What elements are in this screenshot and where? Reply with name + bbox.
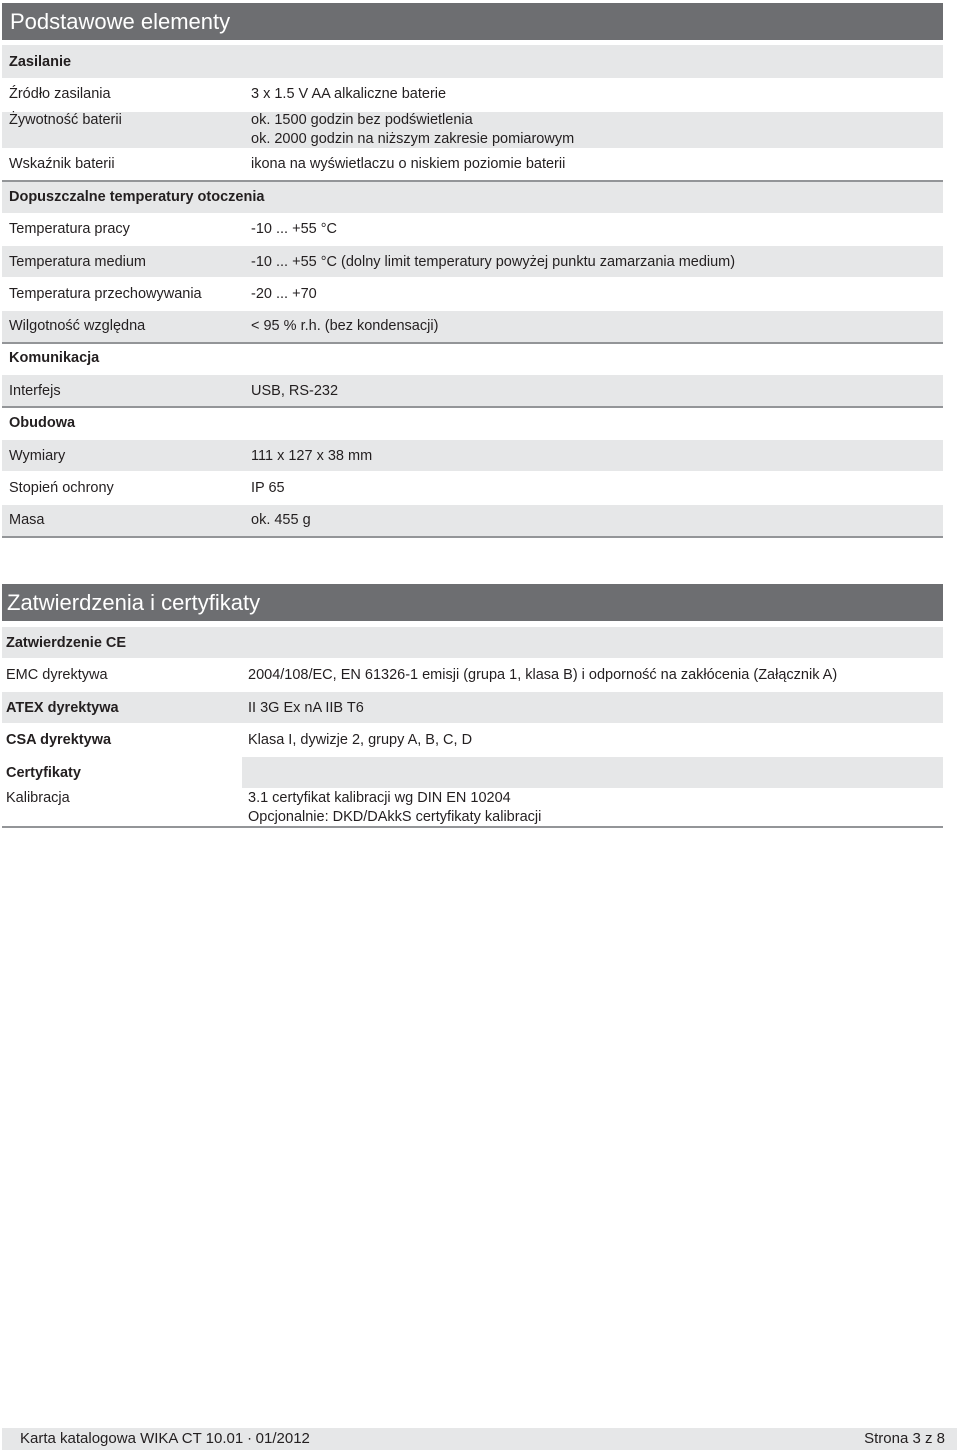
row-background [242,757,943,788]
group-header-ce: Zatwierdzenie CE [6,635,127,651]
section-title-text: Zatwierdzenia i certyfikaty [7,589,261,615]
spec-value: ikona na wyświetlaczu o niskiem poziomie baterii [251,156,566,172]
spec-value: < 95 % r.h. (bez kondensacji) [251,318,439,334]
group-header-certificates: Certyfikaty [6,765,81,781]
divider [2,180,943,182]
spec-label: EMC dyrektywa [6,667,108,683]
spec-value: -10 ... +55 °C (dolny limit temperatury powyżej punktu zamarzania medium) [251,254,736,270]
divider [2,826,943,828]
page-footer [2,1428,957,1450]
spec-label: Wymiary [9,448,66,464]
group-header-communication: Komunikacja [9,350,100,366]
spec-value: Klasa I, dywizje 2, grupy A, B, C, D [248,732,473,748]
spec-label: Stopień ochrony [9,480,114,496]
section-title-basic-elements [2,3,943,40]
footer-page-number: Strona 3 z 8 [864,1430,945,1447]
spec-label: Kalibracja [6,790,70,806]
spec-value: ok. 455 g [251,512,311,528]
spec-value: 2004/108/EC, EN 61326-1 emisji (grupa 1, klasa B) i odporność na zakłócenia (Załącznik A) [248,667,838,683]
spec-label: Interfejs [9,383,61,399]
spec-value: -10 ... +55 °C [251,221,337,237]
spec-label: Temperatura przechowywania [9,286,202,302]
row-background [2,440,943,471]
row-background [2,505,943,536]
spec-value: ok. 2000 godzin na niższym zakresie pomiarowym [251,131,575,147]
spec-label: ATEX dyrektywa [6,700,119,716]
row-background [2,692,943,723]
spec-label: Wskaźnik baterii [9,156,115,172]
spec-label: CSA dyrektywa [6,732,112,748]
spec-value: USB, RS-232 [251,383,339,399]
divider [2,406,943,408]
spec-label: Temperatura pracy [9,221,130,237]
section-title-approvals [2,584,943,621]
divider [2,342,943,344]
spec-value: IP 65 [251,480,285,496]
spec-value: ok. 1500 godzin bez podświetlenia [251,112,473,128]
group-header-background [2,627,943,658]
spec-value: Opcjonalnie: DKD/DAkkS certyfikaty kalibracji [248,809,542,825]
group-header-background [2,45,943,78]
spec-value: II 3G Ex nA IIB T6 [248,700,364,716]
group-header-ambient: Dopuszczalne temperatury otoczenia [9,189,265,205]
spec-label: Wilgotność względna [9,318,146,334]
divider [2,536,943,538]
spec-label: Masa [9,512,45,528]
spec-value: 111 x 127 x 38 mm [251,448,373,464]
group-header-power: Zasilanie [9,54,72,70]
row-background [2,375,943,406]
group-header-case: Obudowa [9,415,76,431]
spec-label: Żywotność baterii [9,112,122,128]
spec-value: 3 x 1.5 V AA alkaliczne baterie [251,86,447,102]
spec-value: -20 ... +70 [251,286,317,302]
footer-document-id: Karta katalogowa WIKA CT 10.01 ∙ 01/2012 [20,1430,310,1447]
section-title-text: Podstawowe elementy [10,8,231,34]
spec-value: 3.1 certyfikat kalibracji wg DIN EN 10204 [248,790,511,806]
spec-label: Temperatura medium [9,254,146,270]
spec-label: Źródło zasilania [9,86,111,102]
